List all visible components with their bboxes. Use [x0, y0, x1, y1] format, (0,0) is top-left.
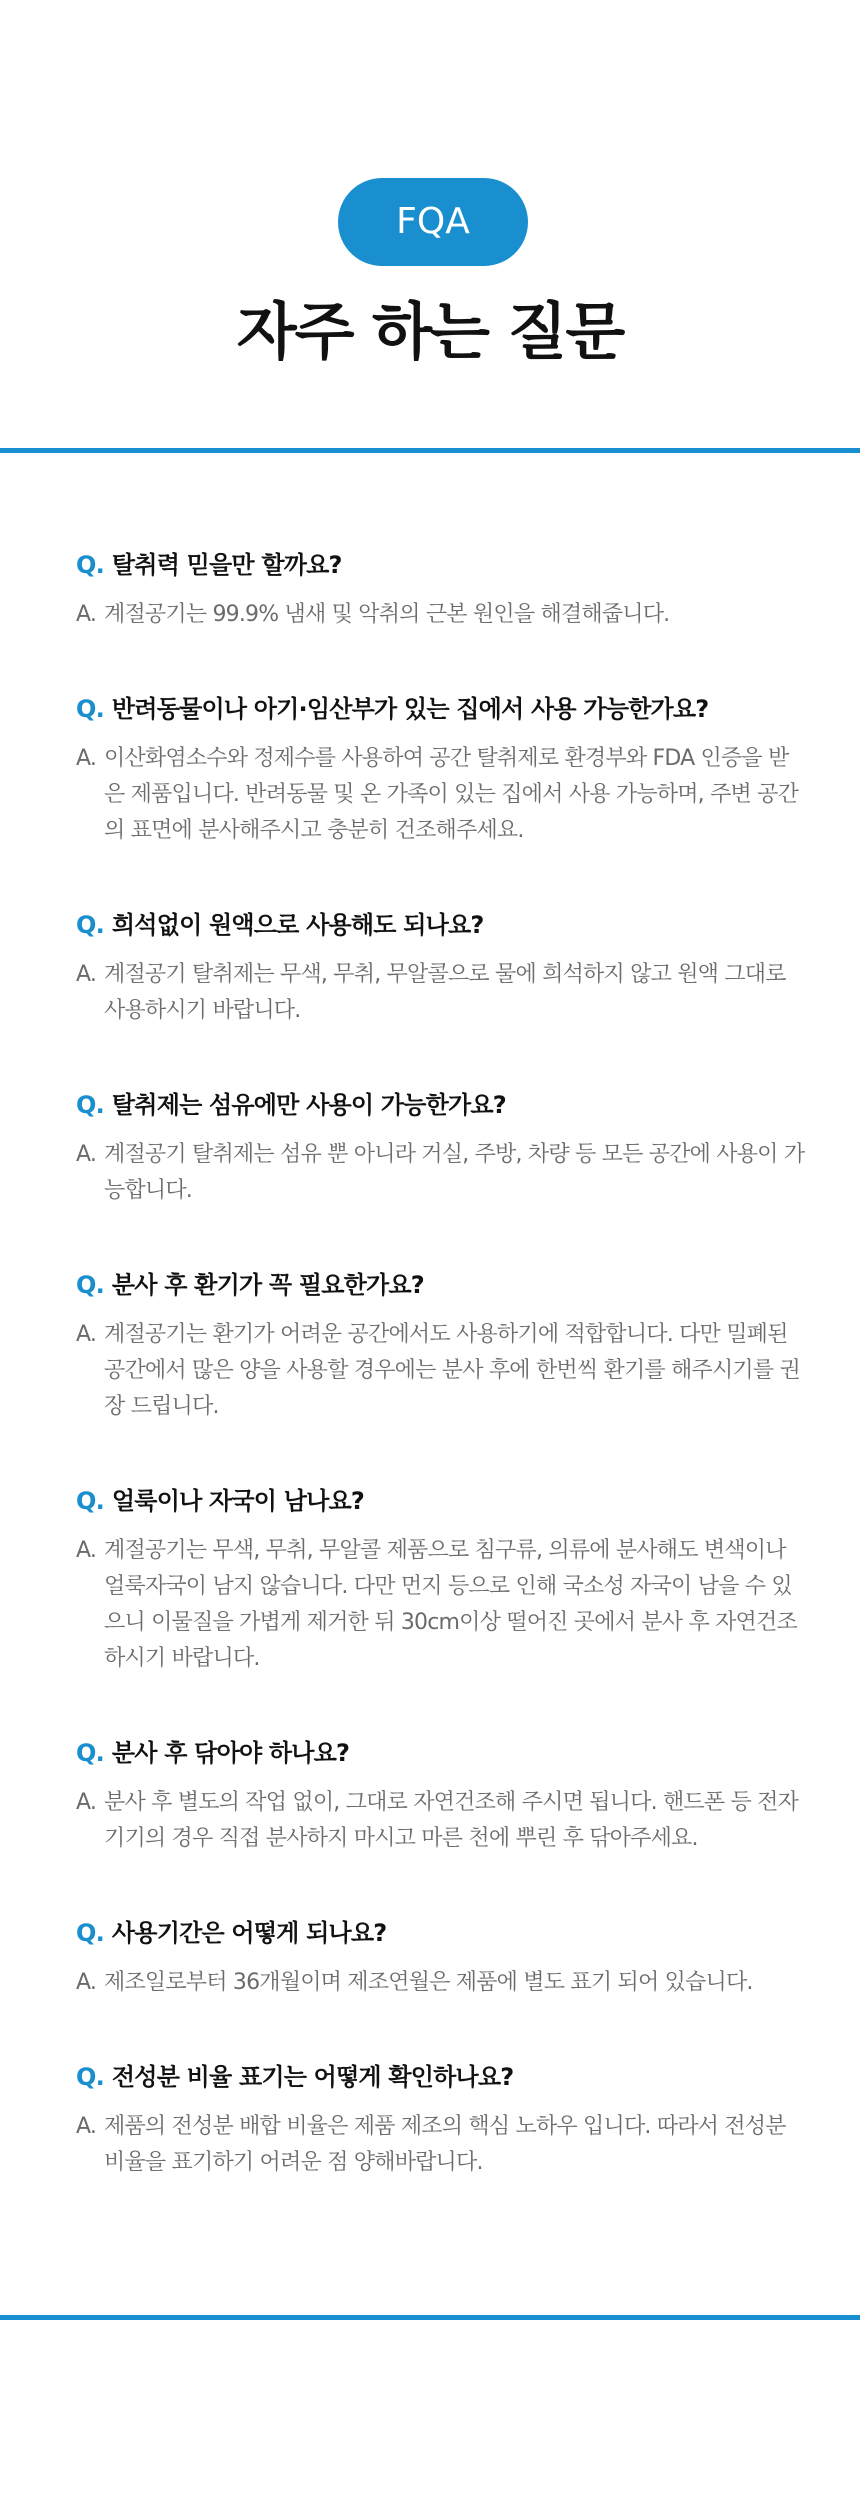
- question-marker: Q.: [76, 1919, 104, 1947]
- answer-marker: A.: [76, 1538, 97, 1563]
- answer-marker: A.: [76, 1970, 97, 1995]
- faq-question: [76, 1267, 806, 1303]
- faq-item: [76, 1087, 806, 1209]
- question-marker: Q.: [76, 911, 104, 939]
- answer-text: 계절공기는 환기가 어려운 공간에서도 사용하기에 적합합니다. 다만 밀폐된 공간에서 많은 양을 사용할 경우에는 분사 후에 한번씩 환기를 해주시기를 권장 드립니다.: [104, 1322, 800, 1419]
- answer-text: 제품의 전성분 배합 비율은 제품 제조의 핵심 노하우 입니다. 따라서 전성분 비율을 표기하기 어려운 점 양해바랍니다.: [104, 2114, 786, 2175]
- question-text: 얼룩이나 자국이 남나요?: [111, 1487, 364, 1515]
- answer-marker: A.: [76, 1322, 97, 1347]
- faq-answer: [76, 1533, 806, 1677]
- question-text: 분사 후 환기가 꼭 필요한가요?: [111, 1271, 424, 1299]
- faq-answer: [76, 1137, 806, 1209]
- faq-item: [76, 1915, 806, 2001]
- question-text: 전성분 비율 표기는 어떻게 확인하나요?: [111, 2063, 514, 2091]
- question-marker: Q.: [76, 1271, 104, 1299]
- faq-badge: FQA: [338, 178, 528, 266]
- answer-marker: A.: [76, 1790, 97, 1815]
- page-header: [0, 0, 860, 450]
- faq-item: [76, 691, 806, 849]
- faq-question: [76, 907, 806, 943]
- faq-question: [76, 1483, 806, 1519]
- faq-question: [76, 1915, 806, 1951]
- answer-text: 이산화염소수와 정제수를 사용하여 공간 탈취제로 환경부와 FDA 인증을 받은 제품입니다. 반려동물 및 온 가족이 있는 집에서 사용 가능하며, 주변 공간의 표면에 분사해주시고 충분히 건조해주세요.: [104, 746, 799, 843]
- faq-item: [76, 1735, 806, 1857]
- answer-marker: A.: [76, 962, 97, 987]
- faq-item: [76, 907, 806, 1029]
- faq-item: [76, 547, 806, 633]
- faq-question: [76, 1735, 806, 1771]
- question-marker: Q.: [76, 1739, 104, 1767]
- faq-answer: [76, 1965, 806, 2001]
- question-text: 탈취력 믿을만 할까요?: [111, 551, 342, 579]
- question-text: 분사 후 닦아야 하나요?: [111, 1739, 350, 1767]
- faq-answer: [76, 597, 806, 633]
- faq-question: [76, 1087, 806, 1123]
- answer-text: 분사 후 별도의 작업 없이, 그대로 자연건조해 주시면 됩니다. 핸드폰 등 전자 기기의 경우 직접 분사하지 마시고 마른 천에 뿌린 후 닦아주세요.: [104, 1790, 799, 1851]
- top-divider: [0, 448, 860, 453]
- bottom-divider: [0, 2315, 860, 2320]
- answer-text: 계절공기 탈취제는 섬유 뿐 아니라 거실, 주방, 차량 등 모든 공간에 사용이 가능합니다.: [104, 1142, 805, 1203]
- faq-item: [76, 2059, 806, 2181]
- answer-text: 계절공기는 99.9% 냄새 및 악취의 근본 원인을 해결해줍니다.: [104, 602, 670, 627]
- question-marker: Q.: [76, 2063, 104, 2091]
- faq-question: [76, 2059, 806, 2095]
- faq-item: [76, 1267, 806, 1425]
- faq-list: [76, 547, 806, 2239]
- answer-marker: A.: [76, 602, 97, 627]
- faq-question: [76, 691, 806, 727]
- answer-text: 제조일로부터 36개월이며 제조연월은 제품에 별도 표기 되어 있습니다.: [104, 1970, 753, 1995]
- page-title: 자주 하는 질문: [236, 295, 624, 368]
- faq-answer: [76, 741, 806, 849]
- faq-answer: [76, 957, 806, 1029]
- question-marker: Q.: [76, 1487, 104, 1515]
- faq-item: [76, 1483, 806, 1677]
- question-marker: Q.: [76, 1091, 104, 1119]
- faq-answer: [76, 1317, 806, 1425]
- question-text: 사용기간은 어떻게 되나요?: [111, 1919, 387, 1947]
- question-marker: Q.: [76, 551, 104, 579]
- faq-answer: [76, 2109, 806, 2181]
- question-marker: Q.: [76, 695, 104, 723]
- question-text: 반려동물이나 아기·임산부가 있는 집에서 사용 가능한가요?: [111, 695, 709, 723]
- faq-question: [76, 547, 806, 583]
- answer-text: 계절공기 탈취제는 무색, 무취, 무알콜으로 물에 희석하지 않고 원액 그대로 사용하시기 바랍니다.: [104, 962, 786, 1023]
- answer-text: 계절공기는 무색, 무취, 무알콜 제품으로 침구류, 의류에 분사해도 변색이나 얼룩자국이 남지 않습니다. 다만 먼지 등으로 인해 국소성 자국이 남을 수 있으니 이물질을 가볍게 제거한 뒤 30cm이상 떨어진 곳에서 분사 후 자연건조 하시기 바랍니다.: [104, 1538, 797, 1671]
- answer-marker: A.: [76, 746, 97, 771]
- answer-marker: A.: [76, 2114, 97, 2139]
- question-text: 탈취제는 섬유에만 사용이 가능한가요?: [111, 1091, 506, 1119]
- question-text: 희석없이 원액으로 사용해도 되나요?: [111, 911, 484, 939]
- faq-answer: [76, 1785, 806, 1857]
- answer-marker: A.: [76, 1142, 97, 1167]
